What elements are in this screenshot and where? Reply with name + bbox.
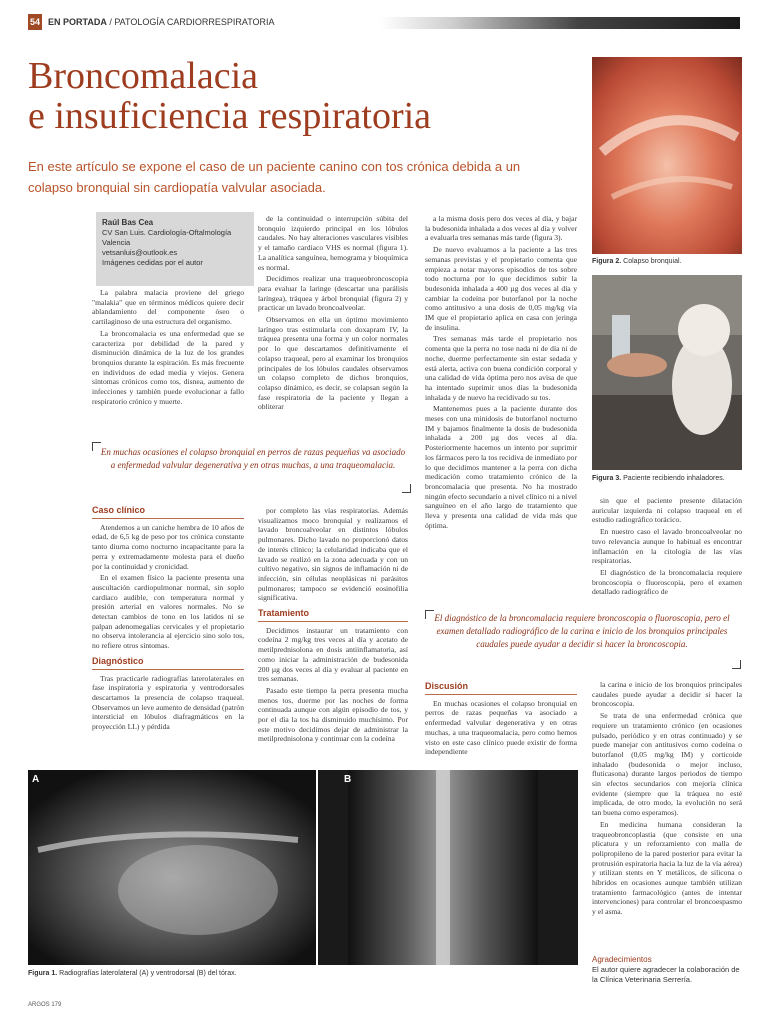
figure-1-caption xyxy=(28,970,237,977)
trat-para-2: Pasado este tiempo la perra presenta mucha menos tos, duerme por las noches de forma continuada aunque con algún episodio de tos, y por el día la tos ha disminuido muchísimo. Por este motivo decidimos dejar de administrar la metilprednisolona y continuar con la codeína xyxy=(258,685,408,744)
author-name: Raúl Bas Cea xyxy=(102,218,154,227)
trat-para-1: Decidimos instaurar un tratamiento con codeína 2 mg/kg tres veces al día y acetato de metilprednisolona en dosis antiinflamatoria, así como iniciar la administración de budesonida 200 µg dos veces al día y evaluar al paciente en tres semanas. xyxy=(258,625,408,684)
heading-diagnostico: Diagnóstico xyxy=(92,657,244,670)
figure-2-caption xyxy=(592,258,682,265)
figure-2-caption-bold: Figura 2. xyxy=(592,258,622,265)
page-number: 54 xyxy=(28,14,42,30)
pull-quote-2-bracket-close xyxy=(732,660,741,669)
subsection-name: / PATOLOGÍA CARDIORRESPIRATORIA xyxy=(106,17,275,27)
figure-1-label-b: B xyxy=(344,774,352,785)
figure-1-caption-text: Radiografías laterolateral (A) y ventrodorsal (B) del tórax. xyxy=(57,970,237,977)
figure-3-caption xyxy=(592,475,725,482)
pull-quote-1: En muchas ocasiones el colapso bronquial en perros de razas pequeñas va asociado a enfermedad valvular degenerativa y en otras muchas, a una traqueomalacia. xyxy=(100,447,406,470)
heading-tratamiento: Tratamiento xyxy=(258,609,408,622)
col4-bottom-para-3: En medicina humana consideran la traqueobroncoplastia (que consiste en una plicatura y un reforzamiento con malla de polipropileno de la pared posterior para evitar la protrusión espiratoria hacia la luz de la vía aérea) y utilizan stents en Y metálicos, de silicona o híbridos en ocasiones aunque también utilizan tratamiento farmacológico (antes de intentar intervenciones) para controlar el broncoespasmo y el asma. xyxy=(592,819,742,917)
caso-para-2: En el examen físico la paciente presenta una auscultación cardiopulmonar normal, sin soplo cardiaco audible, con temperatura normal y presión arterial en valores normales. No se detectan cambios de tono en los latidos ni se palpan adenomegalias cervicales y el propietario no observa intolerancia al ejercicio sino solo tos, no refiere otros síntomas. xyxy=(92,573,244,651)
author-line-1: CV San Luis. Cardiología-Oftalmología xyxy=(102,228,232,237)
figure-1-image xyxy=(28,770,578,965)
ack-text: El autor quiere agradecer la colaboración de la Clínica Veterinaria Serrería. xyxy=(592,965,740,984)
diag-para-1: Tras practicarle radiografías laterolaterales en fase inspiratoria y espiratoria y ventrodorsales descartamos la presencia de colapso traqueal. Observamos un leve aumento de densidad (patrón intersticial en lóbulos diafragmáticos en la proyección LL) y pérdida xyxy=(92,673,244,732)
disc-para-1: En muchas ocasiones el colapso bronquial en perros de razas pequeñas va asociado a enfermedad valvular degenerativa y en otras muchas, a una traqueomalacia, pero como hemos visto en este caso clínico puede existir de forma independiente xyxy=(425,698,577,757)
figure-3-caption-text: Paciente recibiendo inhaladores. xyxy=(621,475,725,482)
figure-2-caption-text: Colapso bronquial. xyxy=(621,258,682,265)
col2-mid-para: por completo las vías respiratorias. Además visualizamos moco bronquial y realizamos el lavado broncoalveolar en distintos lóbulos pulmonares. Dicho lavado no proporcionó datos de interés clínico; la celularidad indicaba que el lavado se realizó en la zona adecuada y con un cultivo negativo, sin signos de inflamación ni de infección, sin células neoplásicas ni parásitos pulmonares; tampoco se evidenció eosinofilia significativa. xyxy=(258,506,408,603)
figure-1-label-a: A xyxy=(32,774,40,785)
footer-publication: ARGOS 179 xyxy=(28,1002,62,1008)
column-3-discussion xyxy=(425,676,577,768)
author-line-2: Valencia xyxy=(102,238,131,247)
author-email[interactable]: vetsanluis@outlook.es xyxy=(102,248,178,257)
column-3-top xyxy=(425,214,577,608)
col4-bottom-para-2: Se trata de una enfermedad crónica que requiere un tratamiento crónico (en ocasiones pulsado, periódico y en otras continuado) y se puede manejar con antitusivos como codeína o butorfanol (0,05 mg/kg IM) y corticoide inhalado (budesonida o mejor incluso, fluticasona) durante largos periodos de tiempo sin efectos secundarios con mejoría clínica evidente (siempre que la tráquea no esté implicada, de otro modo, la evolución no será tan buena como esperamos). xyxy=(592,711,742,818)
figure-3-image xyxy=(592,275,742,470)
col2-para-1: de la continuidad o interrupción súbita del bronquio izquierdo principal en los lóbulos caudales. No hay alteraciones vasculares visibles y el tamaño cardiaco VHS es normal (figura 1). La analítica sanguínea, hemograma y bioquímica es normal. xyxy=(258,214,408,272)
heading-discusion: Discusión xyxy=(425,682,577,695)
section-name: EN PORTADA xyxy=(48,17,107,27)
col4-bottom-para-1: la carina e inicio de los bronquios principales caudales puede ayudar a decidir si hacer la broncoscopia. xyxy=(592,680,742,709)
acknowledgements xyxy=(592,955,742,985)
header-bar xyxy=(380,17,740,29)
figure-2-image xyxy=(592,57,742,254)
author-line-4: Imágenes cedidas por el autor xyxy=(102,258,203,267)
pull-quote-1-bracket-close xyxy=(402,484,411,493)
figure-1-caption-bold: Figura 1. xyxy=(28,970,58,977)
col2-para-3: Observamos en ella un óptimo movimiento laríngeo tras estimularla con doxapram IV, la tráquea presenta una forma y un color normales por lo que descartamos definitivamente el colapso traqueal, pero al examinar los bronquios principales de los lóbulos caudales observamos un colapso completo de dichos bronquios, colapso dinámico, es decir, se colapsan según la fase respiratoria de la paciente y llegan a obliterar xyxy=(258,315,408,412)
column-1-lower xyxy=(92,500,244,768)
col4-top-para-1: sin que el paciente presente dilatación auricular izquierda ni colapso traqueal en el estudio radiográfico torácico. xyxy=(592,496,742,525)
col3-para-4: Mantenemos pues a la paciente durante dos meses con una minidosis de butorfanol nocturno IM y bajamos finalmente la dosis de budesonida inhalada a 200 µg dos veces al día. Posteriormente hacemos un intento por suprimir los fármacos pero la tos recidiva de inmediato por lo que decidimos mantener a la perra con dicha medicación como tratamiento crónico de la broncomalacia que presenta. No ha mostrado ningún efecto secundario a nivel clínico ni a nivel sanguíneo en el año largo de tratamiento que lleva y presenta una calidad de vida más que óptima. xyxy=(425,404,577,530)
col3-para-1: a la misma dosis pero dos veces al día, y bajar la budesonida inhalada a dos veces al día y volver a evaluarla tres semanas más tarde (figura 3). xyxy=(425,214,577,243)
author-box xyxy=(96,212,254,286)
col2-para-2: Decidimos realizar una traqueobroncoscopia para evaluar la laringe (descartar una parálisis laríngea), tráquea y árbol bronquial (figura 2) y practicar un lavado broncoalveolar. xyxy=(258,274,408,313)
section-label xyxy=(48,14,275,30)
col3-para-2: De nuevo evaluamos a la paciente a las tres semanas previstas y el propietario comenta que empieza a notar mayores episodios de tos sobre todo nocturna por lo que decidimos subir la budesonida inhalada a 400 µg dos veces al día y cambiar la codeína por butorfanol por la noche como antitusivo a una dosis de 0,05 mg/kg vía IM que el propietario aplica en casa con jeringa de insulina. xyxy=(425,245,577,332)
column-4-top xyxy=(592,496,742,606)
col4-top-para-3: El diagnóstico de la broncomalacia requiere broncoscopia o fluoroscopia, pero el examen detallado radiográfico de xyxy=(592,567,742,597)
col1-para-2: La broncomalacia es una enfermedad que se caracteriza por debilidad de la pared y disminución dinámica de la luz de los grandes bronquios durante la espiración. Es más frecuente en individuos de edad media y viejos. Genera síntomas crónicos como tos, disnea, aumento de infecciones y también puede evolucionar a fallo respiratorio crónico y muerte. xyxy=(92,328,244,406)
col3-para-3: Tres semanas más tarde el propietario nos comenta que la perra no tose nada ni de día ni de noche, duerme perfectamente sin estar sedada y está alerta, activa con buena condición corporal y una calidad de vida óptima pero nos avisa de que ha intentado suprimir unos días la budesonida inhalada y de nuevo ha recidivado su tos. xyxy=(425,334,577,402)
caso-para-1: Atendemos a un caniche hembra de 10 años de edad, de 6,5 kg de peso por tos crónica constante tanto diurna como nocturno incapacitante para la perra y extremadamente molesta para el dueño por la continuidad y cronicidad. xyxy=(92,522,244,571)
ack-heading: Agradecimientos xyxy=(592,955,652,964)
pull-quote-2: El diagnóstico de la broncomalacia requiere broncoscopia o fluoroscopia, pero el examen detallado radiográfico de la carina e inicio de los bronquios principales caudales puede ayudar a decidir si hacer la broncoscopia. xyxy=(434,613,730,649)
col1-para-1: La palabra malacia proviene del griego "malakia" que en términos médicos quiere decir ablandamiento del componente óseo o cartilaginoso de una estructura del organismo. xyxy=(92,288,244,327)
title-line-2: e insuficiencia respiratoria xyxy=(28,95,432,137)
title-line-1: Broncomalacia xyxy=(28,55,259,97)
column-4-bottom xyxy=(592,680,742,952)
figure-3-caption-bold: Figura 3. xyxy=(592,475,622,482)
column-2-lower xyxy=(258,506,408,768)
column-2-top xyxy=(258,214,408,440)
column-1-intro xyxy=(92,288,244,436)
heading-caso-clinico: Caso clínico xyxy=(92,506,244,519)
col4-top-para-2: En nuestro caso el lavado broncoalveolar no tuvo relevancia aunque lo habitual es encontrar inflamación en la citología de las vías respiratorias. xyxy=(592,527,742,566)
article-title xyxy=(28,56,588,136)
article-subtitle: En este artículo se expone el caso de un paciente canino con tos crónica debida a un colapso bronquial sin cardiopatía valvular asociada. xyxy=(28,159,521,195)
